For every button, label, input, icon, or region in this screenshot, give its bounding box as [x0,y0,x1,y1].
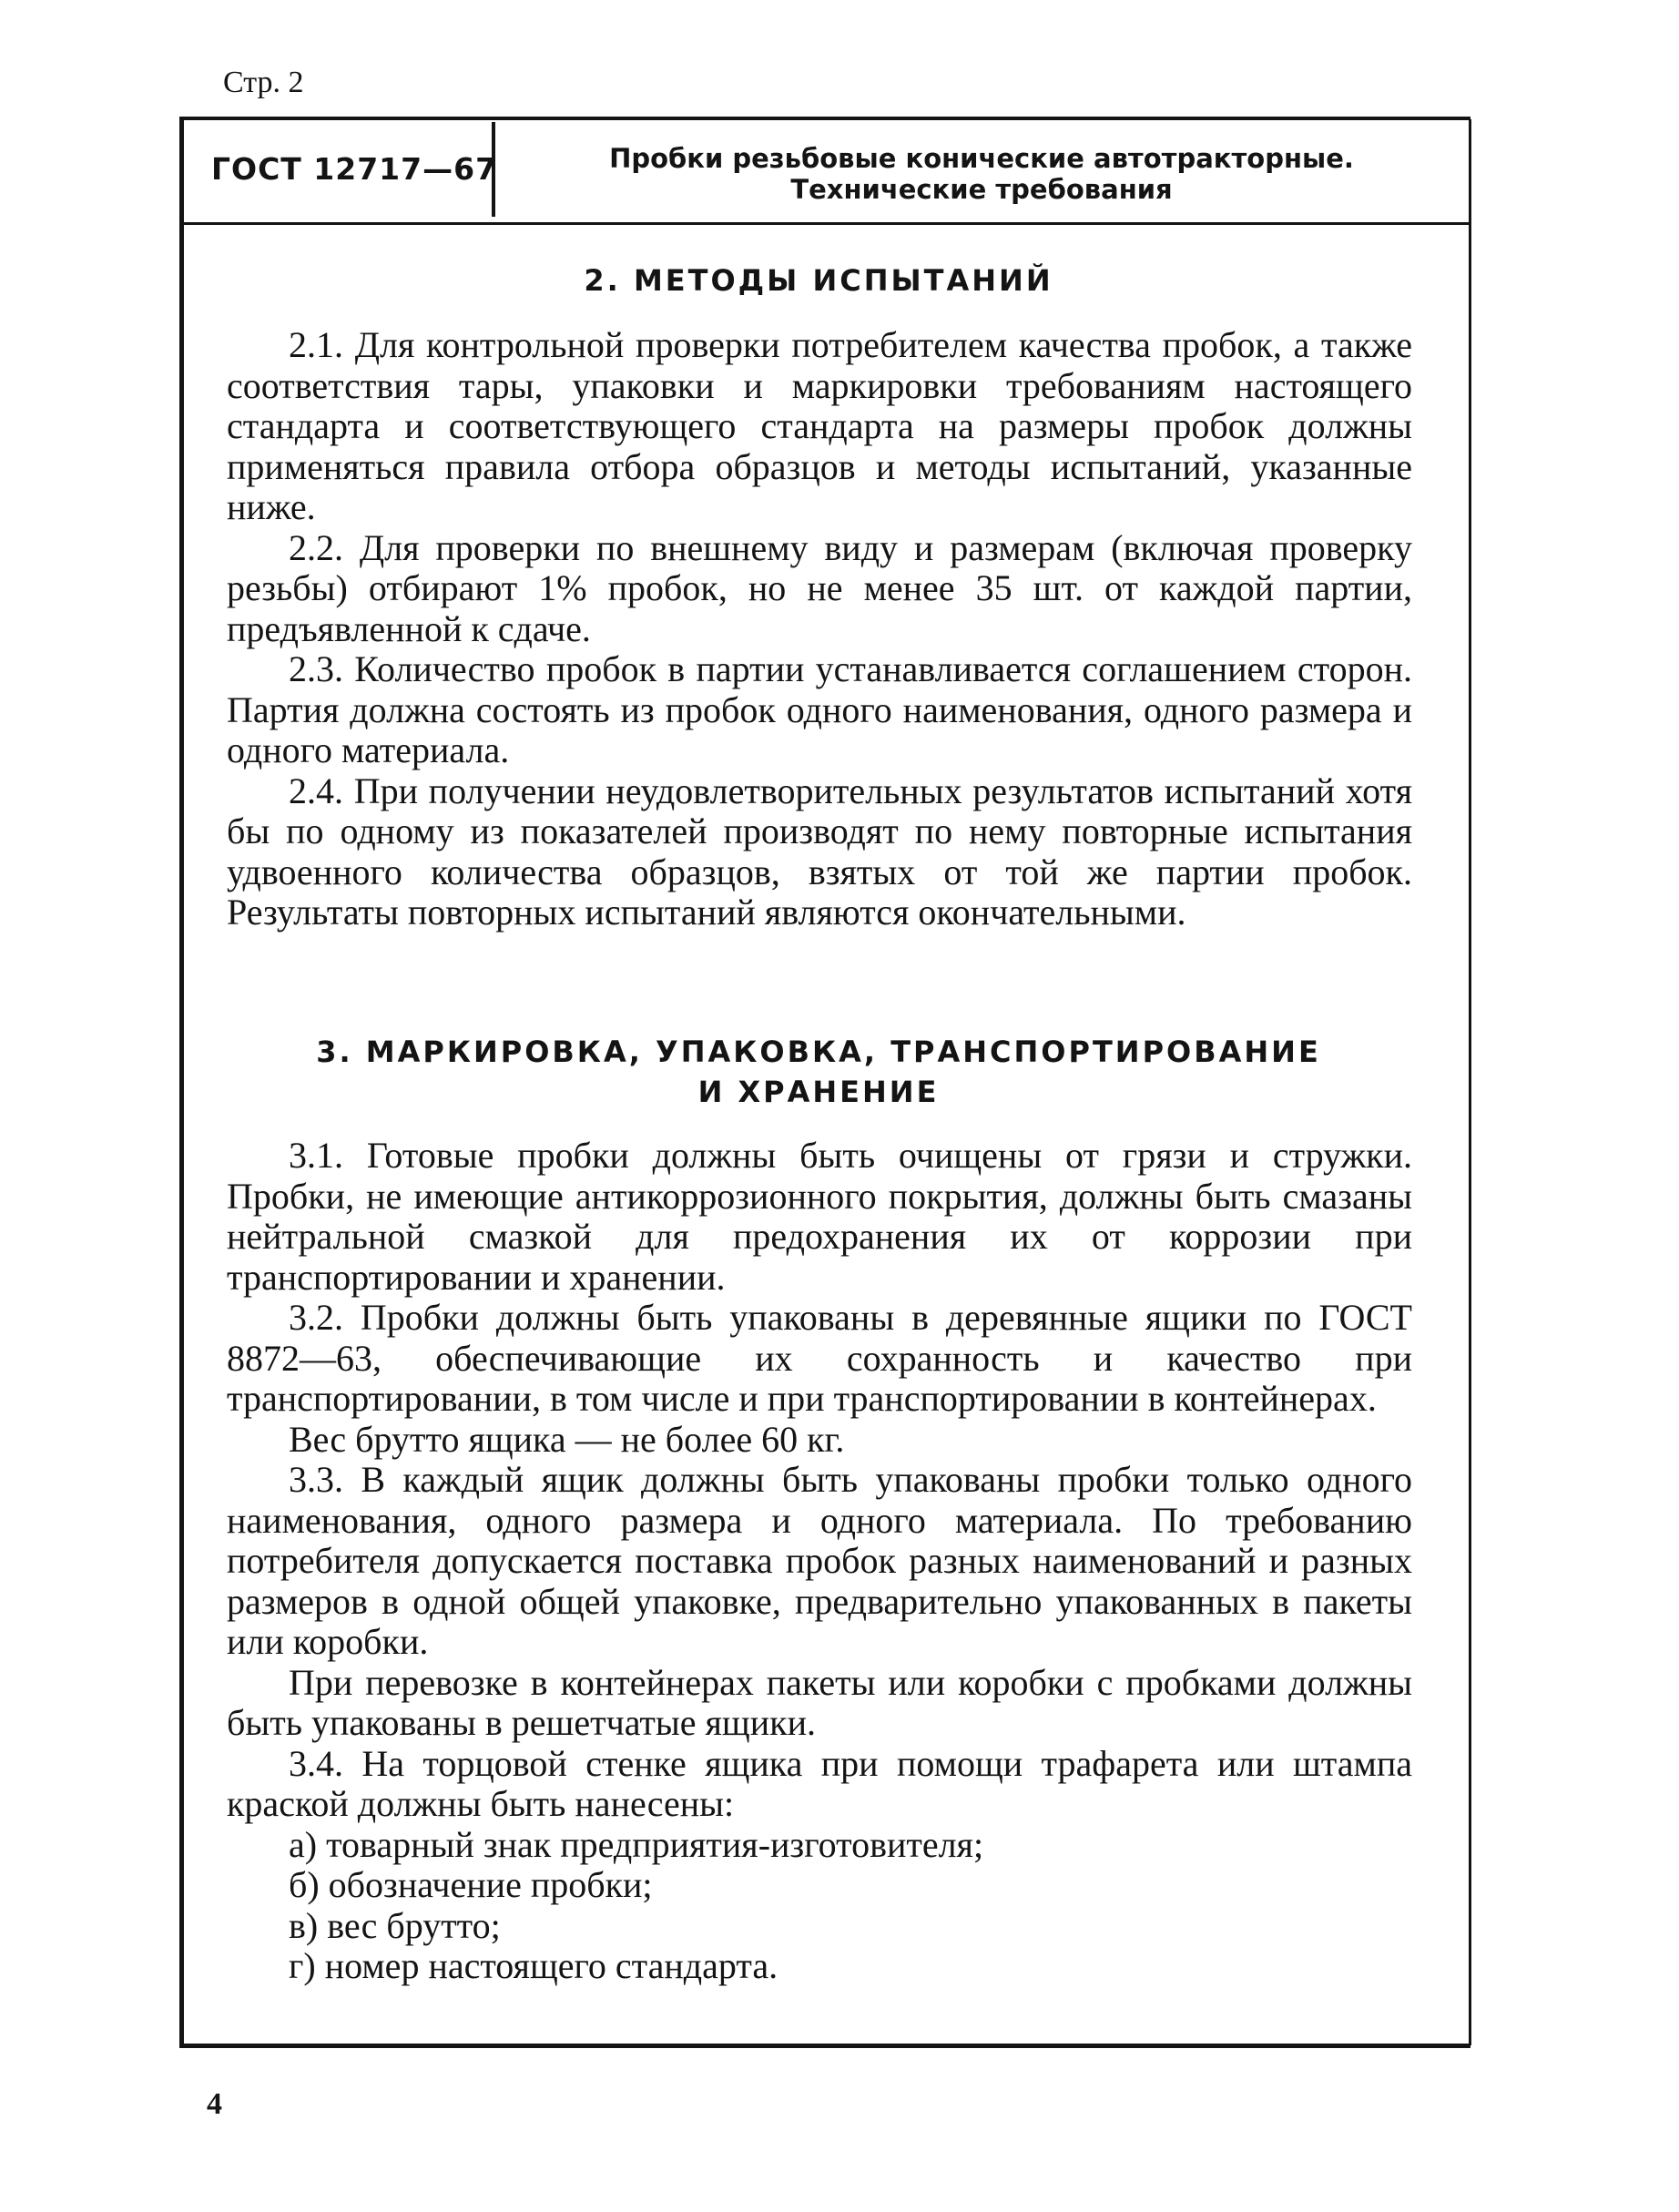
standard-title-line2: Технические требования [790,174,1173,205]
section3-heading-line1: 3. МАРКИРОВКА, УПАКОВКА, ТРАНСПОРТИРОВАНИЕ [316,1035,1321,1069]
section3-heading-line2: И ХРАНЕНИЕ [697,1075,940,1109]
paragraph-gross-weight: Вес брутто ящика — не более 60 кг. [289,1418,845,1460]
section3-body [227,1136,1412,1987]
standard-code: ГОСТ 12717—67 [211,151,498,187]
paragraph-2-1: 2.1. Для контрольной проверки потребителем качества пробок, а также соответствия тары, упаковки и маркировки требованиям настоящего стандарта и соответствующего стандарта на размеры пробок должны применяться правила отбора образцов и методы испытаний, указанные ниже. [227,324,1412,527]
paragraph-3-2: 3.2. Пробки должны быть упакованы в деревянные ящики по ГОСТ 8872—63, обеспечивающие их сохранность и качество при транспортировании, в том числе и при транспортировании в контейнерах. [227,1297,1412,1419]
standard-title-line1: Пробки резьбовые конические автотракторные. [609,143,1354,174]
page-number: 4 [207,2087,222,2121]
paragraph-containers: При перевозке в контейнерах пакеты или коробки с пробками должны быть упакованы в решетчатые ящики. [227,1661,1412,1743]
paragraph-3-3: 3.3. В каждый ящик должны быть упакованы пробки только одного наименования, одного размера и одного материала. По требованию потребителя допускается поставка пробок разных наименований и разных размеров в одной общей упаковке, предварительно упакованных в пакеты или коробки. [227,1459,1412,1662]
list-item: б) обозначение пробки; [289,1864,653,1905]
section2-body [227,325,1412,933]
header-bottom-rule [179,222,1470,225]
list-item: в) вес брутто; [289,1904,501,1946]
paragraph-2-2: 2.2. Для проверки по внешнему виду и размерам (включая проверку резьбы) отбирают 1% пробок, но не менее 35 шт. от каждой партии, предъявленной к сдаче. [227,526,1412,649]
page-label: Стр. 2 [223,66,304,99]
paragraph-2-3: 2.3. Количество пробок в партии устанавливается соглашением сторон. Партия должна состоять из пробок одного наименования, одного размера и одного материала. [227,648,1412,770]
paragraph-3-1: 3.1. Готовые пробки должны быть очищены от грязи и стружки. Пробки, не имеющие антикоррозионного покрытия, должны быть смазаны нейтральной смазкой для предохранения их от коррозии при транспортировании и хранении. [227,1135,1412,1298]
list-item: а) товарный знак предприятия-изготовителя; [289,1823,984,1865]
list-item: г) номер настоящего стандарта. [289,1945,778,1986]
paragraph-2-4: 2.4. При получении неудовлетворительных результатов испытаний хотя бы по одному из показателей производят по нему повторные испытания удвоенного количества образцов, взятых от той же партии пробок. Результаты повторных испытаний являются окончательными. [227,770,1412,933]
frame-bottom-rule [179,2044,1470,2048]
section2-heading: 2. МЕТОДЫ ИСПЫТАНИЙ [584,263,1053,298]
paragraph-3-4: 3.4. На торцовой стенке ящика при помощи трафарета или штампа краской должны быть нанесены: [227,1742,1412,1824]
